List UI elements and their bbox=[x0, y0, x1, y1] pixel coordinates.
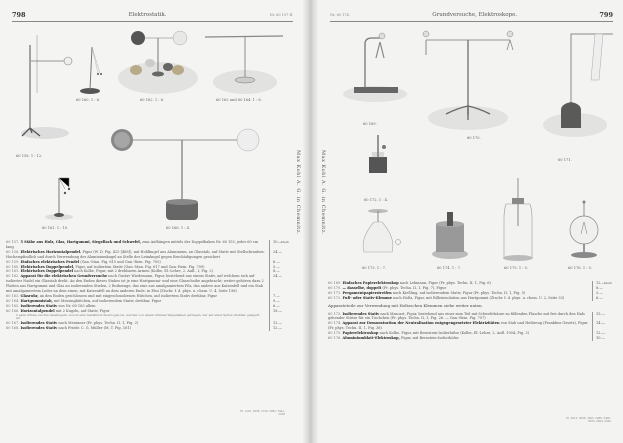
catalog-entry: 60 161. Elektrisches Doppelpendel nach Kolbe, Figur, mit 2 drehbaren Armen (Kolbe, El.-Lehre, 2. Aufl., I, Fig. 2) 8.— bbox=[6, 269, 293, 274]
catalog-entry: 60 164. Hartgummistab, mit Messinghütchen, auf isolierendem Stativ, drehbar, Figur 9.— bbox=[6, 299, 293, 304]
ref-range: Nr. 60 157 ff. bbox=[269, 12, 293, 17]
price: 5.— bbox=[273, 264, 280, 269]
fig-60166-horizontal-pendulum-two-balls-illustration bbox=[110, 130, 260, 225]
right-price-list bbox=[328, 281, 616, 341]
right-page bbox=[318, 0, 623, 443]
price: 24.— bbox=[273, 274, 283, 279]
catalog-entry: 60 162. Apparat für die elektrischen Grundversuche nach Gustav Wiedemann, Figur, bestehend aus einem Stativ, auf welchem sich auf isolierter Nadel ein Glasstab dreht. An den Enden dieses Stabes ist je eine Hartgummi- und eine Glasscheibe angebracht; weiter gehören dazu 2 Platten aus Hartgummi und Glas an isolierenden Stielen, 2 Reibzeuge, das eine aus amalgamiertem Filz, das andere aus Katzenfell und ein Stab mit amalgamiertem Leder an dem einen, mit Katzenfell an dem anderen Ende, in Etui (Ztschr. f. d. phys. u. chem. U. 4, Seite 196) 24.— bbox=[6, 274, 293, 294]
figure-caption: 60 175. 1 : 5. bbox=[504, 266, 529, 270]
right-page-header bbox=[330, 10, 613, 22]
fig-60173-mascart-stand-illustration bbox=[356, 208, 406, 258]
catalog-entry: 60 163. Glasrohr, an den Enden geschlossen und mit eingeschmolzenen Hütchen, auf isoliertem Stativ drehbar, Figur 7.— bbox=[6, 294, 293, 299]
catalog-entry: 60 159. Einfaches elektrisches Pendel (Gan.-Man. Fig. 615 und Gan.-Rein. Fig. 705) 6.— bbox=[6, 260, 293, 265]
running-title: Grundversuche, Elektroskope. bbox=[432, 11, 518, 18]
price: 6.— bbox=[273, 303, 280, 308]
figure-caption: 60 160. 1 : 6. bbox=[76, 98, 101, 102]
catalog-entry: 60 175. Papierelektroskop nach Kolbe, Figur, mit Bernstein-Isolierhülse (Kolbe, El.-Lehre, 2. Aufl. 1904, Fig. 3) 12.— bbox=[328, 331, 616, 336]
page-gutter bbox=[303, 0, 318, 443]
price: 18.— bbox=[273, 308, 283, 313]
price: 15.— bbox=[596, 311, 606, 316]
catalog-entry: 60 170. — dasselbe, doppelt (Fr. phys. Techn. II, 1, Fig. 7), Figur 8.— bbox=[328, 286, 616, 291]
left-page-header bbox=[12, 10, 293, 22]
catalog-entry: 60 173. Isolierendes Stativ nach Mascart, Figur, bestehend aus einer zum Teil mit Schwefelsäure zu füllenden Flasche mit frei durch den Hals gehender Stütze für ein Tischchen (Fr. phys. Techn. II, 1, Fig. 26. — Gan.-Rein. Fig. 707) 15.— bbox=[328, 312, 616, 322]
catalog-entry: 60 160. Elektrisches Doppelpendel, Figur, auf isoliertem Stativ (Gan.-Man. Fig. 617 und Gan.-Rein. Fig. 709) 5.— bbox=[6, 265, 293, 270]
price: 14.— bbox=[596, 321, 606, 326]
price: 7.— bbox=[273, 293, 280, 298]
figure-caption: 60 158. 1 : 12. bbox=[16, 154, 43, 158]
page-number: 798 bbox=[12, 10, 26, 19]
catalog-entry: 60 157. 5 Stäbe aus Holz, Glas, Hartgummi, Siegellack und Schwefel, zum Aufhängen mittels der Doppelhaken Nr. 60 155, jeder 60 cm lang 10.— bbox=[6, 240, 293, 250]
figure-caption: 60 170. bbox=[467, 136, 481, 140]
fig-60158-horizontal-pendulum-illustration bbox=[20, 33, 80, 143]
price: 8.— bbox=[596, 285, 603, 290]
fig-60174-neutralisation-apparatus-illustration bbox=[430, 212, 470, 260]
figure-caption: 60 174. 1 : 7. bbox=[437, 266, 462, 270]
price: 12.— bbox=[273, 321, 283, 326]
price: 9.— bbox=[273, 298, 280, 303]
footer-reference: El. 1225, 2668, 5734, 5882, 5941, 2050 bbox=[240, 410, 285, 416]
fig-60171-parchment-strip-stand-illustration bbox=[543, 30, 618, 140]
figure-caption: 60 169. bbox=[363, 122, 377, 126]
fig-60169-paper-electroscope-illustration bbox=[340, 32, 410, 102]
price: 10.— bbox=[596, 336, 606, 341]
fig-60162-wiedemann-apparatus-illustration bbox=[118, 30, 198, 95]
price-column-header: Mark bbox=[280, 240, 289, 244]
price: 12.— bbox=[273, 326, 283, 331]
fig-60160-double-pendulum-illustration bbox=[80, 45, 110, 95]
price: 24.— bbox=[273, 249, 283, 254]
figure-caption: 60 171. bbox=[558, 158, 572, 162]
price: 12.— bbox=[596, 331, 606, 336]
fig-60163-glass-rod-on-stand-illustration bbox=[205, 34, 283, 94]
catalog-entry: 60 174. Apparat zur Demonstration der Neutralisation entgegengesetzter Elektrizitäten von Stah und Heibreug (Franklins Gesetz), Figur (Fr. phys. Techn. II, 1, Fig. 38) 14.— bbox=[328, 321, 616, 331]
price: 6.— bbox=[273, 259, 280, 264]
price: 8.— bbox=[273, 269, 280, 274]
figure-caption: 60 163 und 60 164. 1 : 6. bbox=[216, 98, 262, 102]
price: 12.— bbox=[596, 281, 606, 285]
price: 10.— bbox=[273, 240, 283, 244]
section-heading: Apparateteile zur Verwendung mit Holtzschen Klemmen siehe weiter unten. bbox=[328, 302, 483, 308]
price: 3.— bbox=[596, 290, 603, 295]
entry-note: 2 ganz dünne, leichte Glaskugeln, wovon eine metallisch überzogen ist, werden von einem dünnen Wagebalken getragen, der auf einer Spitze drehbar gelagert ist. bbox=[16, 312, 260, 321]
figure-caption: 60 162. 1 : 6. bbox=[140, 98, 165, 102]
catalog-entry: 60 171. Pergamentpapierstreifen nach Kießling, auf isolierendem Stativ, Figur (Fr. phys. Techn. II, 1, Fig. 5) 3.— bbox=[328, 291, 616, 296]
catalog-entry: 60 176. Aluminiumblatt-Elektroskop, Figur, mit Bernstein-Isolierhülse 10.— bbox=[328, 336, 616, 341]
left-price-list bbox=[6, 240, 293, 331]
fig-60161-kolbe-double-pendulum-illustration bbox=[45, 175, 80, 220]
price-column-header: Mark bbox=[603, 281, 612, 285]
left-page bbox=[0, 0, 303, 443]
figure-caption: 60 161. 1 : 10. bbox=[42, 226, 69, 230]
fig-60172-holtz-clamp-illustration bbox=[366, 133, 396, 175]
catalog-entry: 60 172. Fuß- oder Stativ-Klemme nach Holtz, Figur, mit Rilleinisolation aus Hartgummi (Ztschr. f. d. phys. u. chem. U. 2, Seite 33) 6.— bbox=[328, 296, 616, 301]
price: 6.— bbox=[596, 295, 603, 300]
ref-range: Nr. 60 174. bbox=[330, 12, 350, 17]
catalog-entry: 60 158. Elektrisches Horizontalpendel. Figur (W. D. Fig. 425 [468]), mit Hohlkugel aus Aluminium, an Glasstab, auf Stativ mit Stellschrauben. Hochempfindlich und durch Verwendung der Aluminiumkugel an Stelle der Leimkugel gegen Beschädigungen gesichert 24.— bbox=[6, 250, 293, 260]
fig-60176-aluminium-leaf-electroscope-illustration bbox=[568, 200, 602, 260]
fig-60170-double-paper-electroscope-illustration bbox=[418, 30, 518, 130]
page-number: 799 bbox=[599, 10, 613, 19]
catalog-entry: 60 166. Horizontalpendel mit 2 Kugeln, auf Stativ, Figur 2 ganz dünne, leichte Glaskugeln, wovon eine metallisch überzogen ist, werden von einem dünnen Wagebalken getragen, der auf einer Spitze drehbar gelagert ist. 18.— bbox=[6, 309, 293, 322]
running-title: Elektrostatik. bbox=[128, 11, 167, 18]
catalog-entry: 60 165. Isolierendes Stativ von Nr. 60 163 allein 6.— bbox=[6, 304, 293, 309]
figure-caption: 60 173. 1 : 7. bbox=[362, 266, 387, 270]
catalog-entry: 60 168. Isolierendes Stativ nach Friedr. C. G. Müller (M. T. Fig. 161) 12.— bbox=[6, 326, 293, 331]
catalog-entry: 60 167. Isolierendes Stativ nach Mentaner (Fr. phys. Techn. II, 1, Fig. 2) 12.— bbox=[6, 321, 293, 326]
footer-reference: El. 5813, 5608, 5805, 5986, 5495, 5683, 2904, 2945 bbox=[566, 417, 611, 423]
figure-caption: 60 172. 1 : 4. bbox=[364, 198, 389, 202]
figure-caption: 60 176. 1 : 5. bbox=[568, 266, 593, 270]
publisher-spine-text: Max Kohl A. G. in Chemnitz. bbox=[320, 150, 326, 236]
figure-caption: 60 166. 1 : 4. bbox=[166, 226, 191, 230]
publisher-spine-text: Max Kohl A. G. in Chemnitz. bbox=[295, 150, 301, 236]
fig-60175-kolbe-paper-electroscope-illustration bbox=[498, 178, 538, 263]
catalog-entry: 60 169. Einfaches Papierelektroskop nach Lehmann, Figur (Fr. phys. Techn. II, 1, Fig. 6) 12.— bbox=[328, 281, 616, 286]
